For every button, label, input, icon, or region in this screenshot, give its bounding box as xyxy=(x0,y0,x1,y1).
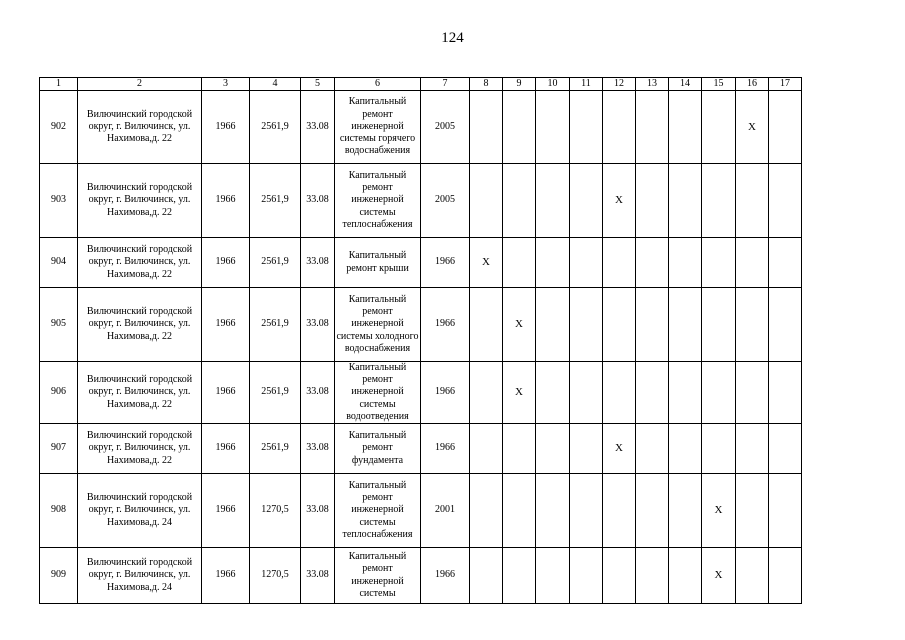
build-year-cell: 1966 xyxy=(202,362,250,424)
mark-cell xyxy=(536,548,570,604)
mark-cell xyxy=(470,91,503,164)
mark-cell xyxy=(702,238,736,288)
build-year-cell: 1966 xyxy=(202,288,250,362)
mark-cell xyxy=(570,474,603,548)
repair-year-cell: 2005 xyxy=(421,91,470,164)
mark-cell xyxy=(669,548,702,604)
work-type-cell: Капитальный ремонт инженерной системы xyxy=(335,548,421,604)
mark-cell xyxy=(503,164,536,238)
build-year-cell: 1966 xyxy=(202,424,250,474)
mark-cell xyxy=(503,424,536,474)
mark-cell xyxy=(769,474,802,548)
area-cell: 1270,5 xyxy=(250,548,301,604)
mark-cell xyxy=(470,164,503,238)
mark-cell xyxy=(769,424,802,474)
mark-cell xyxy=(702,424,736,474)
mark-cell xyxy=(636,288,669,362)
row-number-cell: 903 xyxy=(40,164,78,238)
row-number-cell: 904 xyxy=(40,238,78,288)
column-number-cell: 13 xyxy=(636,78,669,91)
mark-cell: X xyxy=(470,238,503,288)
mark-cell xyxy=(702,91,736,164)
mark-cell xyxy=(669,362,702,424)
address-cell: Вилючинский городской округ, г. Вилючинск, ул. Нахимова,д. 24 xyxy=(78,474,202,548)
area-cell: 2561,9 xyxy=(250,362,301,424)
mark-cell xyxy=(669,288,702,362)
address-cell: Вилючинский городской округ, г. Вилючинск, ул. Нахимова,д. 22 xyxy=(78,362,202,424)
mark-cell xyxy=(669,164,702,238)
repair-year-cell: 1966 xyxy=(421,288,470,362)
mark-cell xyxy=(570,164,603,238)
column-number-cell: 11 xyxy=(570,78,603,91)
mark-cell xyxy=(470,424,503,474)
repair-year-cell: 1966 xyxy=(421,548,470,604)
code-cell: 33.08 xyxy=(301,474,335,548)
column-number-cell: 6 xyxy=(335,78,421,91)
code-cell: 33.08 xyxy=(301,288,335,362)
table-row xyxy=(40,91,802,164)
column-number-cell: 1 xyxy=(40,78,78,91)
mark-cell xyxy=(636,238,669,288)
mark-cell xyxy=(669,238,702,288)
mark-cell xyxy=(603,474,636,548)
mark-cell xyxy=(636,474,669,548)
mark-cell xyxy=(736,164,769,238)
mark-cell xyxy=(736,548,769,604)
build-year-cell: 1966 xyxy=(202,474,250,548)
mark-cell xyxy=(636,362,669,424)
code-cell: 33.08 xyxy=(301,548,335,604)
table-row xyxy=(40,424,802,474)
mark-cell xyxy=(570,424,603,474)
mark-cell xyxy=(636,548,669,604)
mark-cell xyxy=(603,362,636,424)
repair-year-cell: 2001 xyxy=(421,474,470,548)
work-type-cell: Капитальный ремонт инженерной системы теплоснабжения xyxy=(335,164,421,238)
row-number-cell: 908 xyxy=(40,474,78,548)
mark-cell xyxy=(536,288,570,362)
mark-cell xyxy=(570,238,603,288)
mark-cell xyxy=(736,474,769,548)
column-number-cell: 4 xyxy=(250,78,301,91)
row-number-cell: 905 xyxy=(40,288,78,362)
mark-cell xyxy=(536,91,570,164)
build-year-cell: 1966 xyxy=(202,91,250,164)
code-cell: 33.08 xyxy=(301,362,335,424)
mark-cell xyxy=(636,91,669,164)
mark-cell xyxy=(769,91,802,164)
mark-cell xyxy=(636,424,669,474)
code-cell: 33.08 xyxy=(301,238,335,288)
mark-cell: X xyxy=(736,91,769,164)
row-number-cell: 909 xyxy=(40,548,78,604)
address-cell: Вилючинский городской округ, г. Вилючинск, ул. Нахимова,д. 22 xyxy=(78,288,202,362)
mark-cell xyxy=(769,164,802,238)
work-type-cell: Капитальный ремонт инженерной системы теплоснабжения xyxy=(335,474,421,548)
mark-cell: X xyxy=(603,424,636,474)
mark-cell xyxy=(603,238,636,288)
address-cell: Вилючинский городской округ, г. Вилючинск, ул. Нахимова,д. 22 xyxy=(78,424,202,474)
mark-cell xyxy=(536,474,570,548)
area-cell: 1270,5 xyxy=(250,474,301,548)
mark-cell xyxy=(603,288,636,362)
mark-cell xyxy=(503,91,536,164)
mark-cell xyxy=(736,362,769,424)
mark-cell xyxy=(536,362,570,424)
page-number: 124 xyxy=(441,30,464,46)
area-cell: 2561,9 xyxy=(250,164,301,238)
area-cell: 2561,9 xyxy=(250,238,301,288)
mark-cell xyxy=(470,548,503,604)
table-row xyxy=(40,362,802,424)
register-table xyxy=(39,77,802,604)
address-cell: Вилючинский городской округ, г. Вилючинск, ул. Нахимова,д. 22 xyxy=(78,164,202,238)
column-number-cell: 8 xyxy=(470,78,503,91)
mark-cell xyxy=(503,238,536,288)
column-number-cell: 9 xyxy=(503,78,536,91)
mark-cell xyxy=(769,548,802,604)
mark-cell xyxy=(769,238,802,288)
mark-cell xyxy=(603,91,636,164)
mark-cell xyxy=(536,238,570,288)
column-number-cell: 5 xyxy=(301,78,335,91)
row-number-cell: 902 xyxy=(40,91,78,164)
mark-cell: X xyxy=(503,288,536,362)
address-cell: Вилючинский городской округ, г. Вилючинск, ул. Нахимова,д. 22 xyxy=(78,91,202,164)
repair-year-cell: 2005 xyxy=(421,164,470,238)
repair-year-cell: 1966 xyxy=(421,362,470,424)
mark-cell xyxy=(503,548,536,604)
mark-cell xyxy=(603,548,636,604)
mark-cell xyxy=(769,288,802,362)
table-row xyxy=(40,548,802,604)
mark-cell xyxy=(503,474,536,548)
mark-cell xyxy=(736,288,769,362)
mark-cell xyxy=(536,424,570,474)
row-number-cell: 906 xyxy=(40,362,78,424)
mark-cell xyxy=(470,288,503,362)
mark-cell xyxy=(669,424,702,474)
code-cell: 33.08 xyxy=(301,91,335,164)
work-type-cell: Капитальный ремонт инженерной системы горячего водоснабжения xyxy=(335,91,421,164)
mark-cell xyxy=(536,164,570,238)
build-year-cell: 1966 xyxy=(202,548,250,604)
mark-cell xyxy=(736,424,769,474)
mark-cell xyxy=(702,288,736,362)
work-type-cell: Капитальный ремонт инженерной системы холодного водоснабжения xyxy=(335,288,421,362)
mark-cell xyxy=(570,288,603,362)
mark-cell: X xyxy=(702,548,736,604)
work-type-cell: Капитальный ремонт инженерной системы водоотведения xyxy=(335,362,421,424)
mark-cell: X xyxy=(702,474,736,548)
repair-year-cell: 1966 xyxy=(421,238,470,288)
mark-cell xyxy=(636,164,669,238)
mark-cell xyxy=(570,548,603,604)
mark-cell xyxy=(669,474,702,548)
column-number-cell: 10 xyxy=(536,78,570,91)
mark-cell xyxy=(769,362,802,424)
build-year-cell: 1966 xyxy=(202,164,250,238)
mark-cell: X xyxy=(503,362,536,424)
code-cell: 33.08 xyxy=(301,424,335,474)
repair-year-cell: 1966 xyxy=(421,424,470,474)
work-type-cell: Капитальный ремонт крыши xyxy=(335,238,421,288)
mark-cell xyxy=(736,238,769,288)
mark-cell xyxy=(470,474,503,548)
mark-cell xyxy=(702,164,736,238)
row-number-cell: 907 xyxy=(40,424,78,474)
mark-cell xyxy=(669,91,702,164)
mark-cell xyxy=(470,362,503,424)
column-number-cell: 7 xyxy=(421,78,470,91)
mark-cell xyxy=(570,91,603,164)
table-row xyxy=(40,164,802,238)
column-number-cell: 14 xyxy=(669,78,702,91)
column-number-cell: 3 xyxy=(202,78,250,91)
mark-cell xyxy=(570,362,603,424)
column-number-cell: 2 xyxy=(78,78,202,91)
work-type-cell: Капитальный ремонт фундамента xyxy=(335,424,421,474)
area-cell: 2561,9 xyxy=(250,424,301,474)
table-row xyxy=(40,238,802,288)
column-number-cell: 17 xyxy=(769,78,802,91)
column-number-cell: 16 xyxy=(736,78,769,91)
area-cell: 2561,9 xyxy=(250,91,301,164)
table-row xyxy=(40,288,802,362)
code-cell: 33.08 xyxy=(301,164,335,238)
area-cell: 2561,9 xyxy=(250,288,301,362)
column-number-cell: 12 xyxy=(603,78,636,91)
mark-cell: X xyxy=(603,164,636,238)
address-cell: Вилючинский городской округ, г. Вилючинск, ул. Нахимова,д. 24 xyxy=(78,548,202,604)
column-number-row xyxy=(40,78,802,91)
table-body xyxy=(40,78,802,604)
mark-cell xyxy=(702,362,736,424)
address-cell: Вилючинский городской округ, г. Вилючинск, ул. Нахимова,д. 22 xyxy=(78,238,202,288)
build-year-cell: 1966 xyxy=(202,238,250,288)
column-number-cell: 15 xyxy=(702,78,736,91)
table-row xyxy=(40,474,802,548)
